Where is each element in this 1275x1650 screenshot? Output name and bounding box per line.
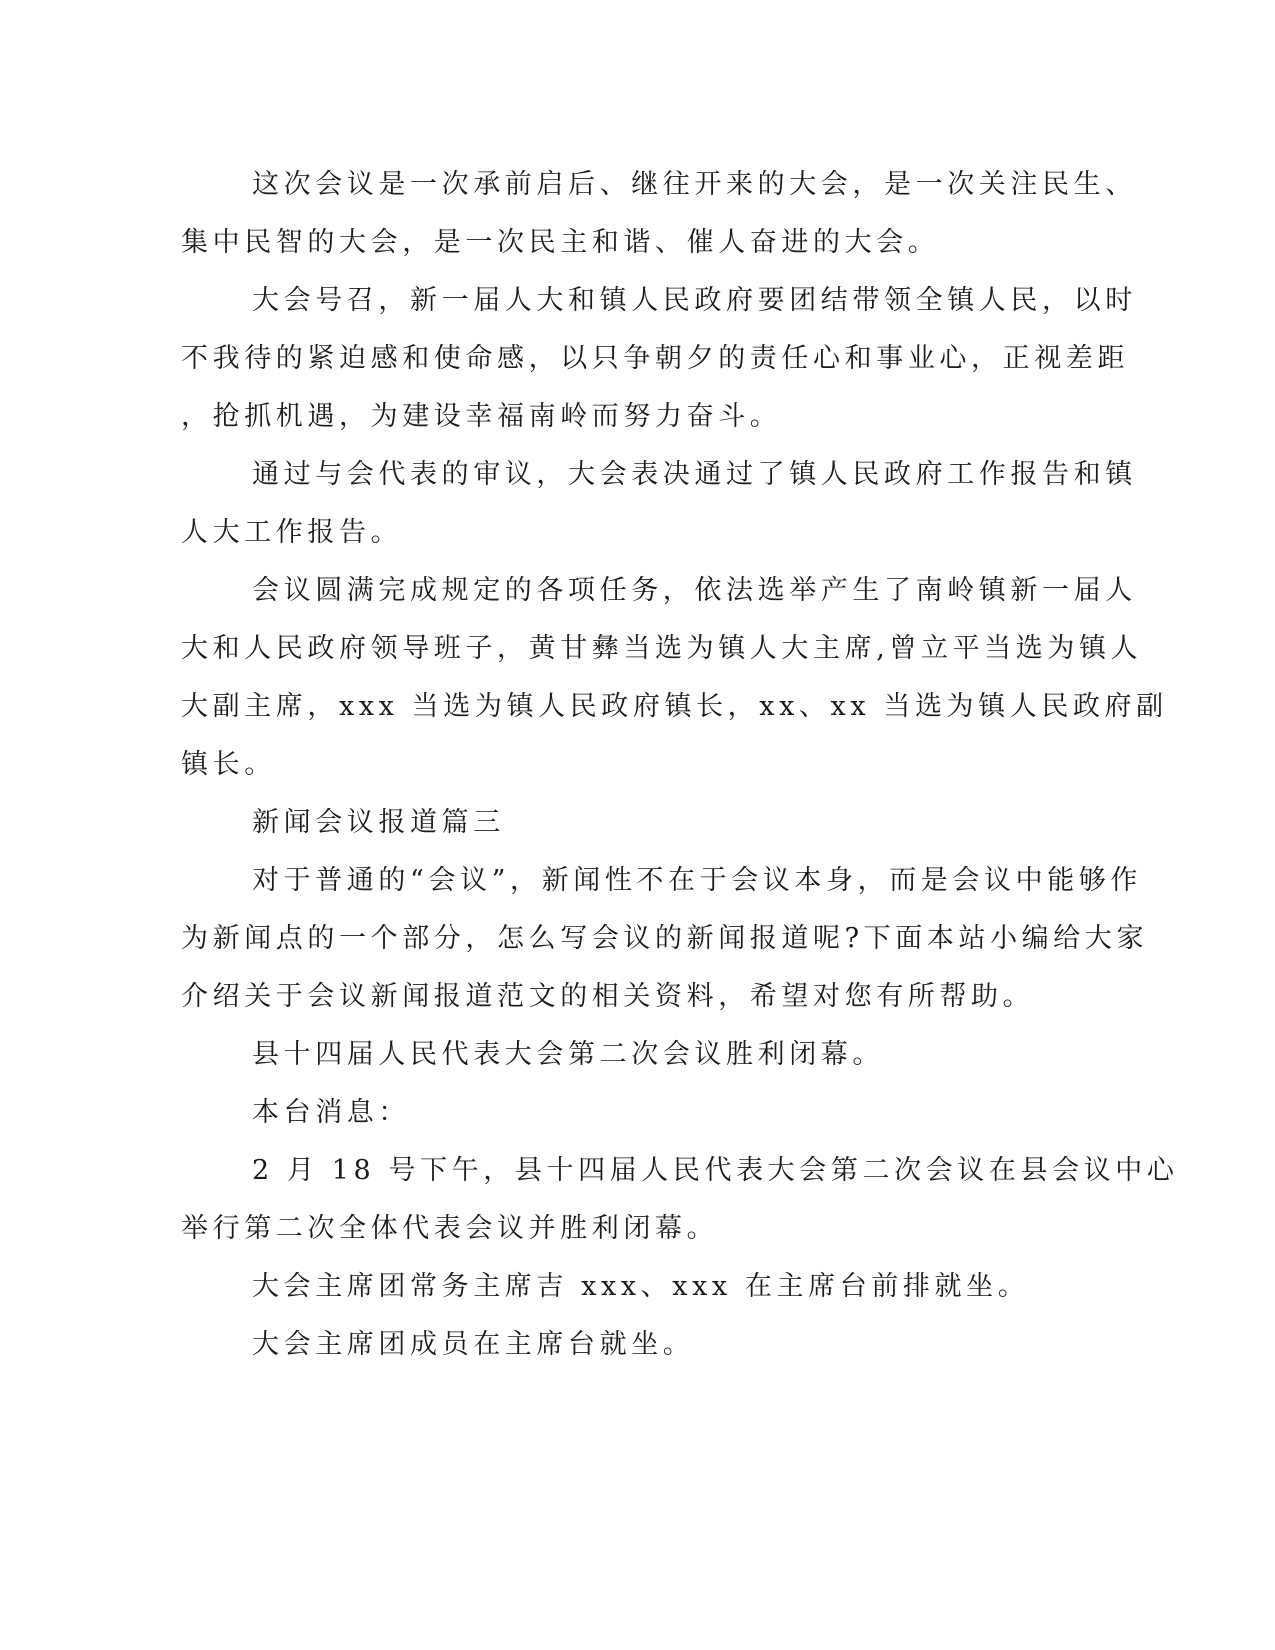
text-line: 这次会议是一次承前启后、继往开来的大会，是一次关注民生、 [252, 169, 1137, 200]
text-line: 不我待的紧迫感和使命感，以只争朝夕的责任心和事业心，正视差距 [181, 343, 1129, 374]
text-line: 镇长。 [181, 749, 276, 780]
text-line: 县十四届人民代表大会第二次会议胜利闭幕。 [252, 1039, 884, 1070]
text-line: 大会主席团常务主席吉 xxx、xxx 在主席台前排就坐。 [252, 1271, 1030, 1302]
text-line: 大和人民政府领导班子，黄甘彝当选为镇人大主席,曾立平当选为镇人 [181, 633, 1143, 664]
text-line: 本台消息： [252, 1097, 410, 1128]
document-body [181, 156, 1179, 1374]
text-line: 人大工作报告。 [181, 517, 403, 548]
text-line: 对于普通的“会议”，新闻性不在于会议本身，而是会议中能够作 [252, 865, 1143, 896]
text-line: 通过与会代表的审议，大会表决通过了镇人民政府工作报告和镇 [252, 459, 1137, 490]
text-line: ，抢抓机遇，为建设幸福南岭而努力奋斗。 [181, 401, 782, 432]
text-line: 2 月 18 号下午，县十四届人民代表大会第二次会议在县会议中心 [252, 1155, 1179, 1186]
text-line: 大会号召，新一届人大和镇人民政府要团结带领全镇人民，以时 [252, 285, 1137, 316]
text-line: 大会主席团成员在主席台就坐。 [252, 1329, 695, 1360]
text-line: 大副主席，xxx 当选为镇人民政府镇长，xx、xx 当选为镇人民政府副 [181, 691, 1168, 722]
section-heading: 新闻会议报道篇三 [252, 807, 505, 838]
text-line: 举行第二次全体代表会议并胜利闭幕。 [181, 1213, 719, 1244]
text-line: 会议圆满完成规定的各项任务，依法选举产生了南岭镇新一届人 [252, 575, 1137, 606]
text-line: 介绍关于会议新闻报道范文的相关资料，希望对您有所帮助。 [181, 981, 1035, 1012]
text-line: 为新闻点的一个部分，怎么写会议的新闻报道呢?下面本站小编给大家 [181, 923, 1149, 954]
text-line: 集中民智的大会，是一次民主和谐、催人奋进的大会。 [181, 227, 940, 258]
